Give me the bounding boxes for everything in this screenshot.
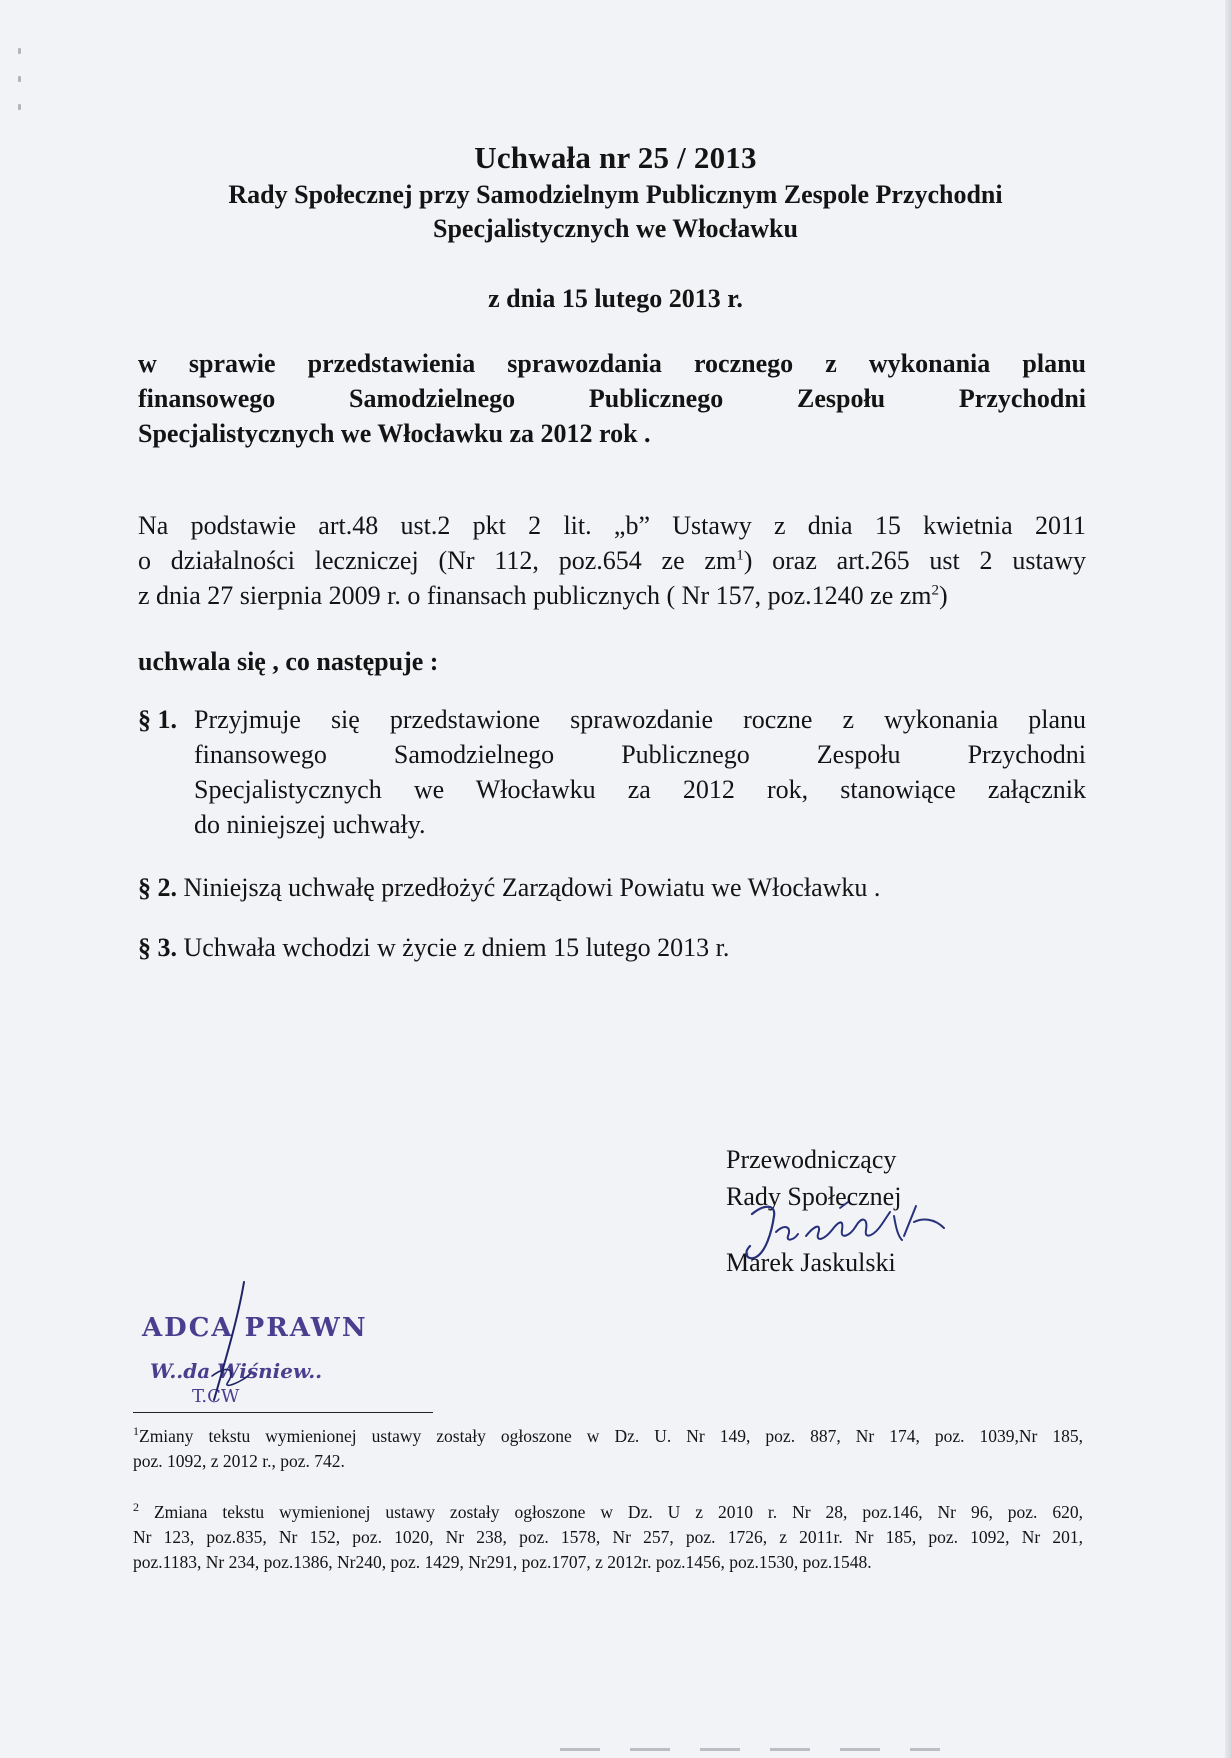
punch-marks — [18, 48, 26, 138]
footnote-1-line2: poz. 1092, z 2012 r., poz. 742. — [133, 1451, 345, 1471]
section-1-line3: Specjalistycznych we Włocławku za 2012 rok, stanowiące załącznik — [194, 775, 1086, 804]
legal-basis-line3-text-a: z dnia 27 sierpnia 2009 r. o finansach publicznych ( Nr 157, poz.1240 ze zm — [138, 581, 932, 610]
legal-advisor-stamp — [132, 1278, 392, 1408]
signatory-title-line2: Rady Społecznej — [726, 1182, 902, 1211]
section-1-mark: § 1. — [138, 705, 177, 734]
section-1-line1: Przyjmuje się przedstawione sprawozdanie roczne z wykonania planu — [194, 705, 1086, 734]
footnote-ref-1: 1 — [736, 547, 744, 564]
subject-line2: finansowego Samodzielnego Publicznego Zespołu Przychodni — [138, 384, 1086, 413]
document-subtitle-line1: Rady Społecznej przy Samodzielnym Publicznym Zespole Przychodni — [228, 180, 1003, 209]
legal-basis-line1: Na podstawie art.48 ust.2 pkt 2 lit. „b” Ustawy z dnia 15 kwietnia 2011 — [138, 511, 1086, 540]
footnote-1-line1 — [133, 1424, 1083, 1448]
signatory-title-line1: Przewodniczący — [726, 1145, 897, 1174]
footnote-1-text: Zmiany tekstu wymienionej ustawy zostały ogłoszone w Dz. U. Nr 149, poz. 887, Nr 174, poz. 1039,Nr 185, — [139, 1426, 1083, 1446]
legal-basis-line2-text-a: o działalności leczniczej (Nr 112, poz.654 ze zm — [138, 546, 737, 575]
legal-basis-line3-text-b: ) — [939, 581, 948, 610]
legal-basis-line2-text-b: ) oraz art.265 ust 2 ustawy — [743, 546, 1086, 575]
document-subtitle-line2: Specjalistycznych we Włocławku — [433, 214, 798, 243]
footnote-2-line3: poz.1183, Nr 234, poz.1386, Nr240, poz. 1429, Nr291, poz.1707, z 2012r. poz.1456, poz.1530, poz.1548. — [133, 1552, 872, 1572]
svg-text:W..da Wiśniew..: W..da Wiśniew.. — [150, 1359, 323, 1383]
subject-line1: w sprawie przedstawienia sprawozdania rocznego z wykonania planu — [138, 349, 1086, 378]
signatory-name: Marek Jaskulski — [726, 1248, 896, 1277]
footnote-1-marker: 1 — [133, 1424, 139, 1439]
footnote-2-marker: 2 — [133, 1500, 139, 1515]
subject-line3: Specjalistycznych we Włocławku za 2012 rok . — [138, 419, 651, 448]
svg-text:T.CW: T.CW — [192, 1386, 240, 1407]
handwritten-signature — [744, 1196, 964, 1266]
section-3-text: Uchwała wchodzi w życie z dniem 15 lutego 2013 r. — [177, 933, 730, 962]
section-2-text: Niniejszą uchwałę przedłożyć Zarządowi Powiatu we Włocławku . — [177, 873, 881, 902]
legal-basis-line3 — [138, 581, 1086, 611]
scan-artifact — [560, 1748, 940, 1751]
section-3 — [138, 933, 729, 963]
footnote-2-line2: Nr 123, poz.835, Nr 152, poz. 1020, Nr 238, poz. 1578, Nr 257, poz. 1726, z 2011r. Nr 185, poz. 1092, Nr 201, — [133, 1527, 1083, 1547]
footnote-2-text: Zmiana tekstu wymienionej ustawy zostały ogłoszone w Dz. U z 2010 r. Nr 28, poz.146, Nr 96, poz. 620, — [139, 1502, 1083, 1522]
svg-text:ADCA PRAWN: ADCA PRAWN — [142, 1313, 368, 1343]
section-1-line2: finansowego Samodzielnego Publicznego Zespołu Przychodni — [194, 740, 1086, 769]
footnote-ref-2: 2 — [931, 582, 939, 599]
scan-edge — [1225, 0, 1231, 1758]
document-title: Uchwała nr 25 / 2013 — [474, 140, 757, 175]
legal-basis-line2 — [138, 546, 1086, 576]
section-2-mark: § 2. — [138, 873, 177, 902]
section-2 — [138, 873, 880, 903]
resolve-clause: uchwala się , co następuje : — [138, 647, 439, 676]
document-date: z dnia 15 lutego 2013 r. — [488, 284, 743, 313]
section-3-mark: § 3. — [138, 933, 177, 962]
section-1-line4: do niniejszej uchwały. — [194, 810, 426, 839]
footnote-separator — [133, 1412, 433, 1413]
footnote-2-line1 — [133, 1500, 1083, 1524]
